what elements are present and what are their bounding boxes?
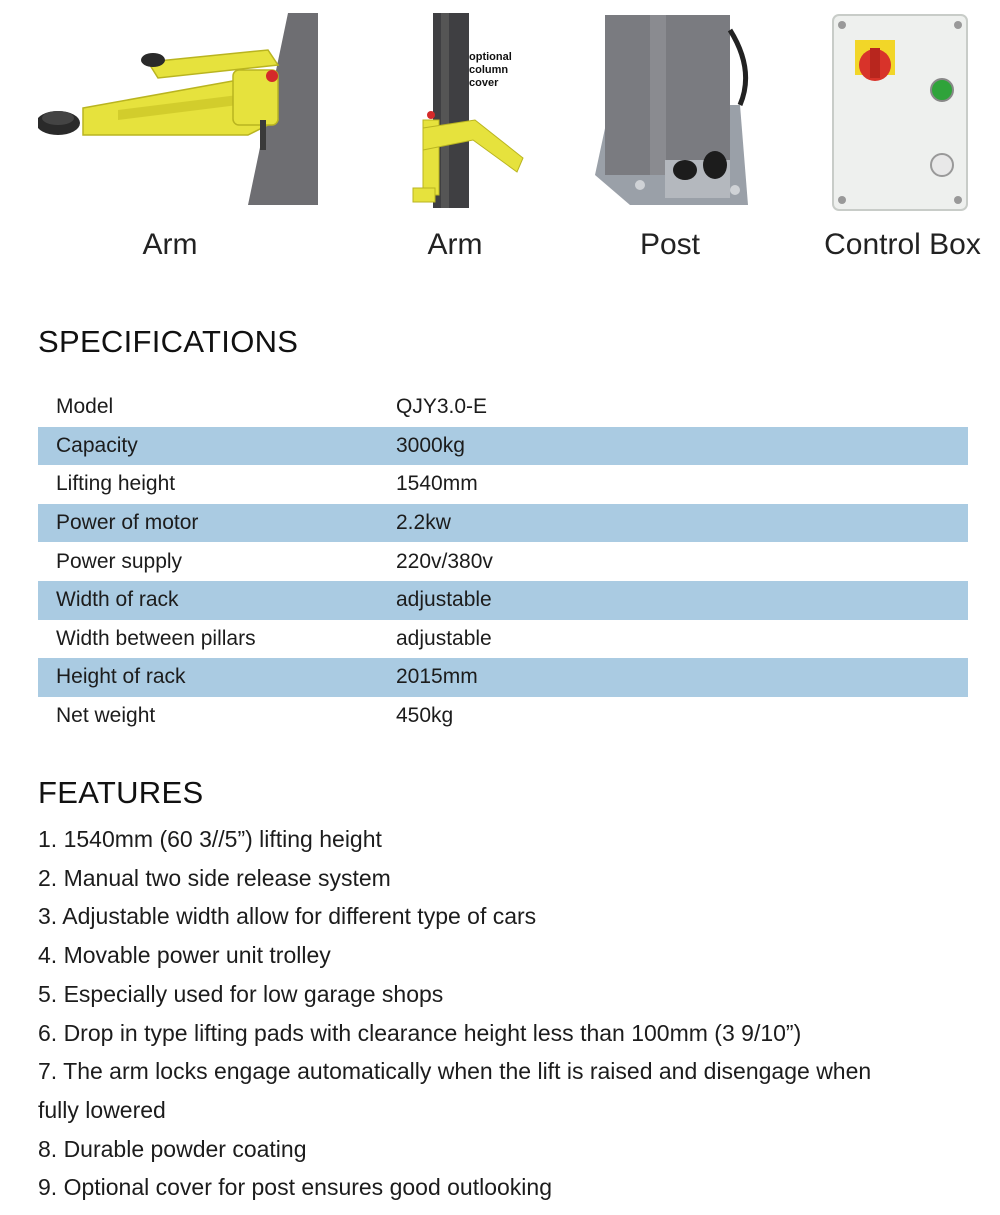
feature-item: 8. Durable powder coating [38,1135,307,1162]
spec-label: Height of rack [56,665,186,689]
specifications-title: SPECIFICATIONS [38,324,299,359]
spec-row-width-between-pillars [38,620,968,659]
post-photo [590,10,750,210]
spec-label: Power supply [56,549,183,573]
features-title: FEATURES [38,775,204,810]
spec-row-net-weight [38,697,968,736]
specifications-table [38,388,968,735]
cover-note-line-1: optional [469,51,512,63]
spec-label: Capacity [56,433,138,457]
spec-value: adjustable [396,588,492,612]
spec-row-width-of-rack [38,581,968,620]
spec-value: 2015mm [396,665,478,689]
feature-item: 5. Especially used for low garage shops [38,980,444,1007]
spec-row-height-of-rack [38,658,968,697]
feature-item: 6. Drop in type lifting pads with clearance height less than 100mm (3 9/10”) [38,1019,802,1046]
spec-label: Model [56,395,114,419]
spec-label: Net weight [56,704,156,728]
spec-row-capacity [38,427,968,466]
feature-item: 4. Movable power unit trolley [38,942,331,969]
spec-value: adjustable [396,626,492,650]
spec-label: Lifting height [56,472,176,496]
spec-label: Width between pillars [56,626,256,650]
spec-value: 1540mm [396,472,478,496]
spec-value: 220v/380v [396,549,493,573]
arm-photo [38,10,323,210]
feature-item: 7. The arm locks engage automatically when the lift is raised and disengage when fully lowered [38,1058,872,1123]
spec-value: QJY3.0-E [396,395,488,419]
cover-note-line-3: cover [469,77,499,89]
spec-value: 450kg [396,704,454,728]
feature-item: 1. 1540mm (60 3//5”) lifting height [38,826,382,852]
cover-note-line-2: column [469,64,509,76]
control-box-photo [830,10,970,215]
feature-item: 3. Adjustable width allow for different type of cars [38,903,537,930]
caption-arm-2: Arm [427,228,483,261]
spec-label: Power of motor [56,511,199,535]
spec-row-lifting-height [38,465,968,504]
spec-value: 3000kg [396,433,465,457]
spec-row-power-supply [38,542,968,581]
features-list [38,820,978,1207]
feature-item: 2. Manual two side release system [38,864,391,891]
caption-control-box: Control Box [824,228,981,261]
spec-value: 2.2kw [396,511,451,535]
spec-row-power-of-motor [38,504,968,543]
caption-arm-1: Arm [142,228,198,261]
spec-row-model [38,388,968,427]
feature-item: 9. Optional cover for post ensures good outlooking [38,1174,552,1201]
spec-label: Width of rack [56,588,179,612]
arm-column-photo [405,10,530,210]
caption-post: Post [639,228,701,261]
